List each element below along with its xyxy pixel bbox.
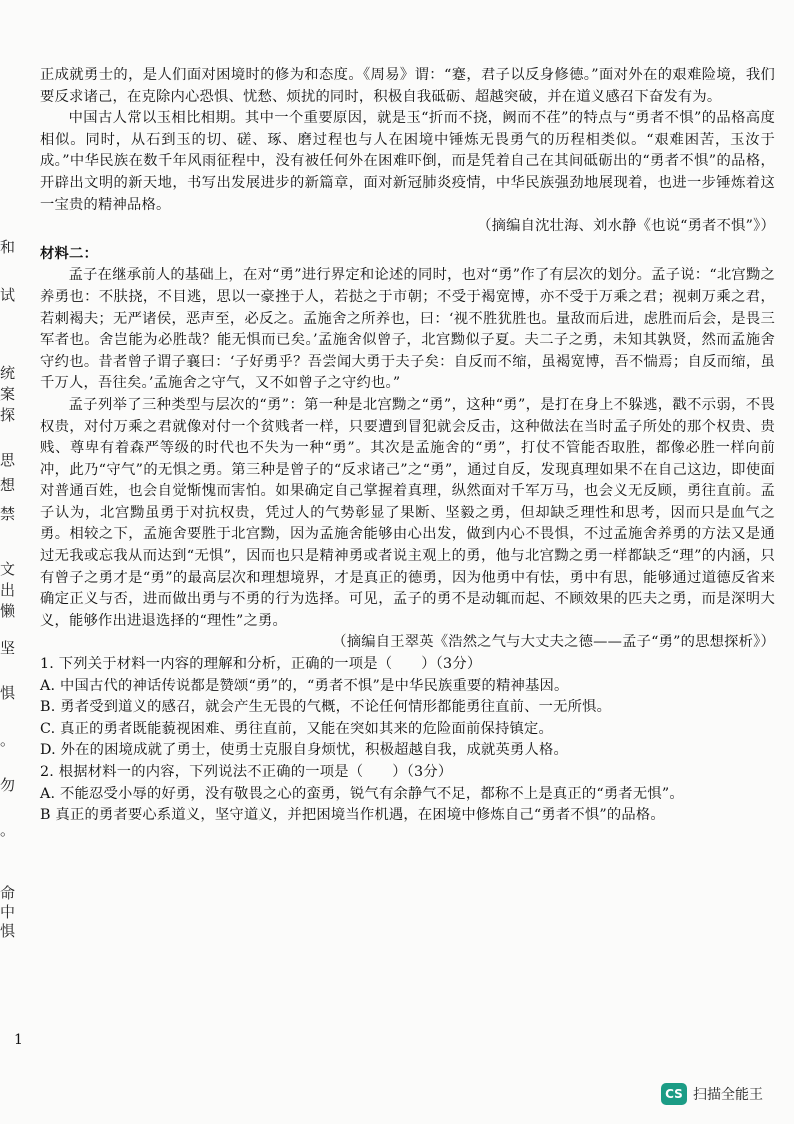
margin-char: 中 [0, 903, 16, 921]
paragraph: 正成就勇士的，是人们面对困境时的修为和态度。《周易》谓：“蹇，君子以反身修德。”面对外在的艰难险境，我们要反求诸己，在克除内心恐惧、忧愁、烦扰的同时，积极自我砥砺、超越突破，并在道义感召下奋发有为。 [40, 67, 775, 105]
scanner-label: 扫描全能王 [693, 1087, 763, 1103]
margin-char: 探 [0, 406, 16, 424]
question-option: B. 勇者受到道义的感召，就会产生无畏的气概，不论任何情形都能勇往直前、一无所惧。 [40, 699, 612, 716]
page-number: 1 [14, 1032, 23, 1048]
question-stem: 2. 根据材料一的内容，下列说法不正确的一项是（ ）（3分） [40, 764, 453, 780]
question-option: C. 真正的勇者既能藐视困难、勇往直前，又能在突如其来的危险面前保持镇定。 [40, 720, 554, 737]
section-heading: 材料二： [40, 245, 98, 262]
margin-char: 勿 [0, 776, 16, 794]
scanner-watermark [661, 1083, 763, 1105]
question-option: A. 中国古代的神话传说都是赞颂“勇”的，“勇者不惧”是中华民族重要的精神基因。 [40, 677, 569, 694]
margin-char: 。 [0, 731, 16, 749]
source-citation: （摘编自王翠英《浩然之气与大丈夫之德——孟子“勇”的思想探析》） [332, 634, 775, 651]
document-body [40, 65, 775, 827]
question-option: B 真正的勇者要心系道义，坚守道义，并把困境当作机遇，在困境中修炼自己“勇者不惧”的品格。 [40, 807, 665, 824]
question-option: D. 外在的困境成就了勇士，使勇士克服自身烦忧，积极超越自我，成就英勇人格。 [40, 742, 569, 759]
question-stem: 1. 下列关于材料一内容的理解和分析，正确的一项是（ ）（3分） [40, 656, 482, 673]
margin-char: 。 [0, 821, 16, 839]
margin-char: 和 [0, 238, 16, 256]
margin-char: 出 [0, 581, 16, 599]
paragraph: 孟子列举了三种类型与层次的“勇”：第一种是北宫黝之“勇”，这种“勇”，是打在身上不躲逃，戳不示弱，不畏权贵，对付万乘之君就像对付一个贫贱者一样，只要遭到冒犯就会反击，这种做法在当时孟子所处的那个权贵、贵贱、尊卑有着森严等级的时代也不失为一种“勇”。其次是孟施舍的“勇”，打仗不管能否取胜，都像必胜一样向前冲，此乃“守气”的无惧之勇。第三种是曾子的“反求诸己”之“勇”，通过自反，发现真理如果不在自己这边，即使面对普通百姓，也会自觉惭愧而害怕。如果确定自己掌握着真理，纵然面对千军万马，也会义无反顾，勇往直前。孟子认为，北宫黝虽勇于对抗权贵，凭过人的气势彰显了果断、坚毅之勇，但却缺乏理性和思考，因而只是血气之勇。相较之下，孟施舍要胜于北宫黝，因为孟施舍能够由心出发，做到内心不畏惧，不过孟施舍养勇的方法又是通过无我或忘我从而达到“无惧”，因而也只是精神勇或者说主观上的勇，他与北宫黝之勇一样都缺乏“理”的内涵，只有曾子之勇才是“勇”的最高层次和理想境界，才是真正的德勇，因为他勇中有怯，勇中有思，能够通过道德反省来确定正义与否，进而做出勇与不勇的行为选择。可见，孟子的勇不是动辄而起、不顾效果的匹夫之勇，而是深明大义，能够作出进退选择的“理性”之勇。 [40, 396, 775, 629]
margin-char: 命 [0, 884, 16, 902]
source-citation: （摘编自沈壮海、刘水静《也说“勇者不惧”》） [477, 218, 775, 235]
margin-char: 坚 [0, 639, 16, 657]
margin-char: 想 [0, 476, 16, 494]
margin-char: 惧 [0, 684, 16, 702]
margin-char: 试 [0, 286, 16, 304]
camscanner-icon: CS [661, 1083, 687, 1105]
margin-char: 禁 [0, 505, 16, 523]
question-option: A. 不能忍受小辱的好勇，没有敬畏之心的蛮勇，锐气有余静气不足，都称不上是真正的“勇者无惧”。 [40, 785, 684, 802]
paragraph: 中国古人常以玉相比相期。其中一个重要原因，就是玉“折而不挠，阙而不荏”的特点与“勇者不惧”的品格高度相似。同时，从石到玉的切、磋、琢、磨过程也与人在困境中锤炼无畏勇气的历程相类似。“艰难困苦，玉汝于成。”中华民族在数千年风雨征程中，没有被任何外在困难吓倒，而是凭着自己在其间砥砺出的“勇者不惧”的品格，开辟出文明的新天地，书写出发展进步的新篇章，面对新冠肺炎疫情，中华民族强劲地展现着，也进一步锤炼着这一宝贵的精神品格。 [40, 110, 775, 213]
margin-char: 懒 [0, 602, 16, 620]
margin-char: 思 [0, 451, 16, 469]
margin-char: 惧 [0, 922, 16, 940]
paragraph: 孟子在继承前人的基础上，在对“勇”进行界定和论述的同时，也对“勇”作了有层次的划分。孟子说：“北宫黝之养勇也：不肤挠，不目逃，思以一豪挫于人，若挞之于市朝；不受于褐宽博，亦不受于万乘之君；视刺万乘之君，若刺褐夫；无严诸侯，恶声至，必反之。孟施舍之所养也，曰：‘视不胜犹胜也。量敌而后进，虑胜而后会，是畏三军者也。舍岂能为必胜哉？能无惧而已矣。’孟施舍似曾子，北宫黝似子夏。夫二子之勇，未知其孰贤，然而孟施舍守约也。昔者曾子谓子襄曰：‘子好勇乎？吾尝闻大勇于夫子矣：自反而不缩，虽褐宽博，吾不惴焉；自反而缩，虽千万人，吾往矣。’孟施舍之守气，又不如曾子之守约也。” [40, 267, 775, 392]
margin-char: 文 [0, 560, 16, 578]
margin-char: 统 [0, 364, 16, 382]
left-margin-text [0, 230, 20, 939]
margin-char: 案 [0, 385, 16, 403]
